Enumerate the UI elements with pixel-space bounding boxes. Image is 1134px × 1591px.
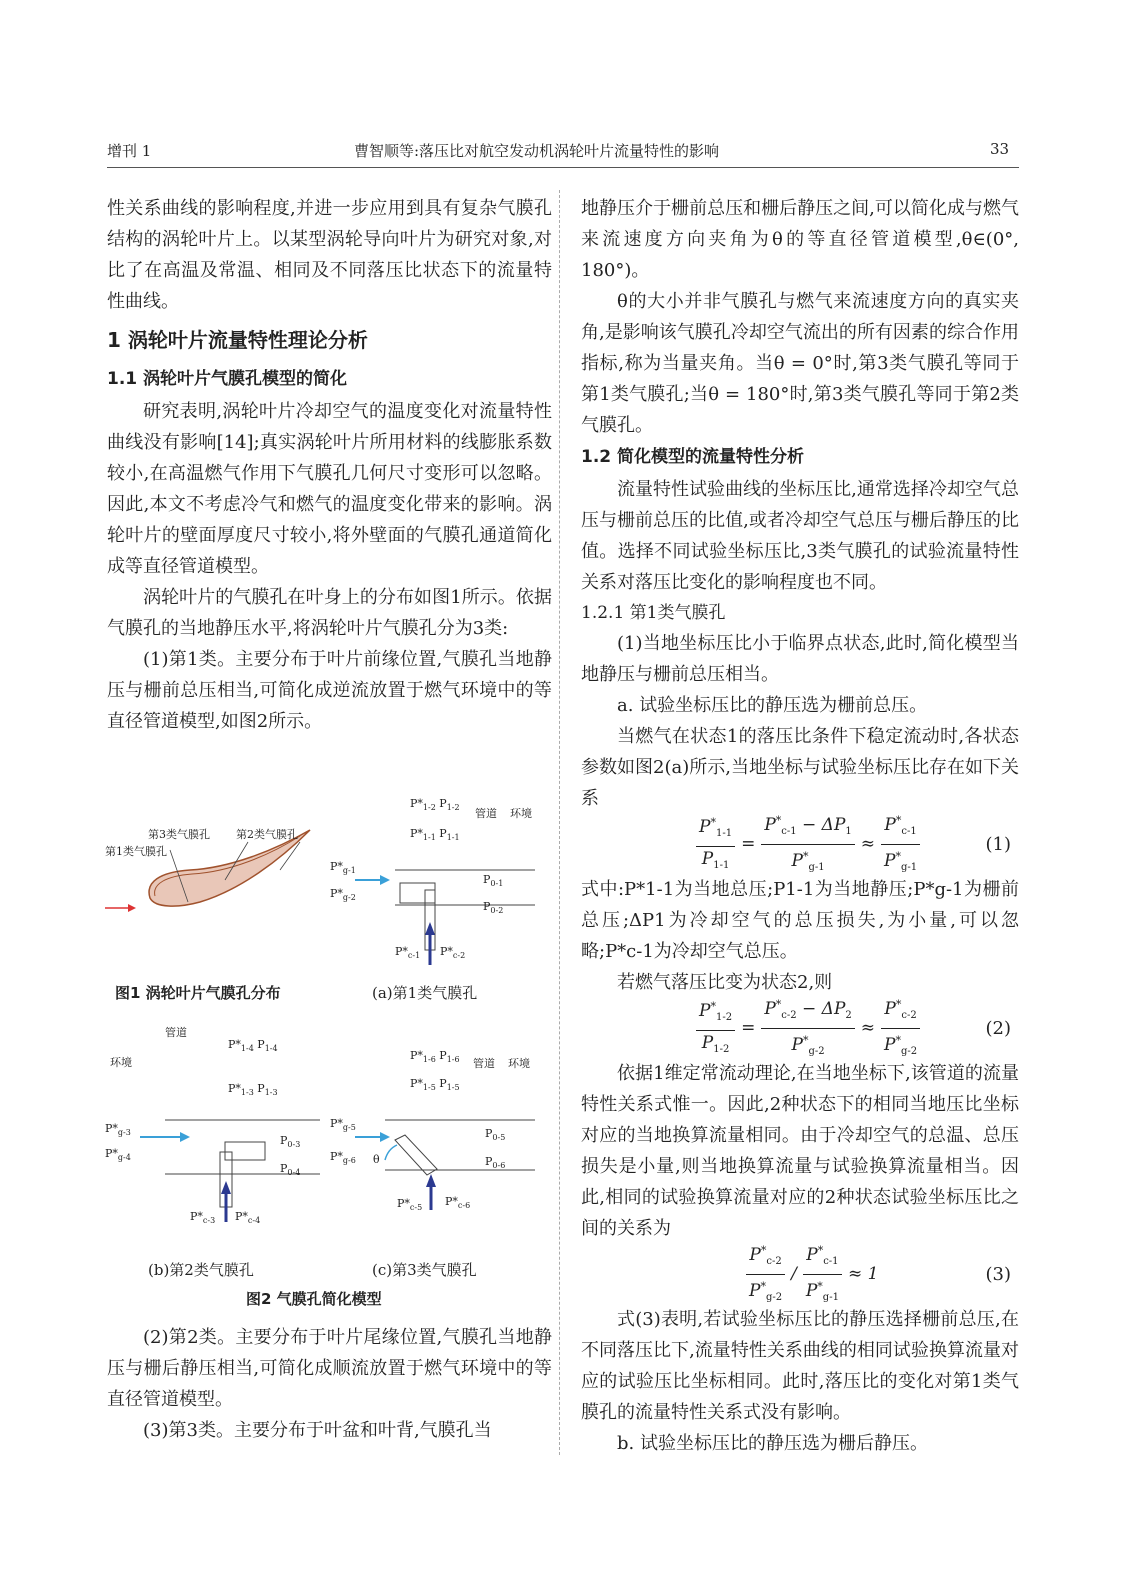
svg-text:P*g-3: $P*_{g-3}$ (105, 1122, 131, 1137)
svg-text:P0-4: $P_{0-4}$ (280, 1162, 301, 1177)
fig1-label-type1: 第1类气膜孔 (105, 845, 167, 858)
figure-1-blade-diagram (100, 820, 340, 940)
fig2c-pipe-label: 管道 (473, 1057, 495, 1070)
figure-2b-caption: (b)第2类气膜孔 (148, 1261, 254, 1279)
running-header-left: 增刊 1 (107, 142, 152, 160)
svg-text:P*c-2: $P*_{c-2}$ (440, 945, 466, 960)
subsection-heading: 1.2 简化模型的流量特性分析 (581, 447, 805, 467)
paragraph: (1)当地坐标压比小于临界点状态,此时,简化模型当地静压与栅前总压相当。 (581, 633, 1019, 685)
figure-2c-caption: (c)第3类气膜孔 (372, 1261, 477, 1279)
fig2a-env-label: 环境 (510, 807, 532, 820)
figure-2-caption: 图2 气膜孔简化模型 (246, 1290, 382, 1308)
right-column (581, 193, 1019, 1459)
equation-2: $\frac{P^*_{1-2}}{P_{1-2}}$ = $\frac{P^*_{c-2} - \Delta P_2}{P^*_{g-2}}$ ≈ $\frac{P^*_{c-2}}{P^*_{g-2}}$ (2) (581, 998, 1019, 1058)
fig2b-pipe-label: 管道 (165, 1026, 187, 1039)
paragraph: b. 试验坐标压比的静压选为栅后静压。 (617, 1433, 928, 1454)
paragraph: 若燃气落压比变为状态2,则 (617, 972, 833, 993)
paragraph: 式(3)表明,若试验坐标压比的静压选择栅前总压,在不同落压比下,流量特性关系曲线的相同试验换算流量对应的试验压比坐标相同。此时,落压比的变化对第1类气膜孔的流量特性关系式没有影响。 (581, 1309, 1019, 1423)
paragraph: 依据1维定常流动理论,在当地坐标下,该管道的流量特性关系式惟一。因此,2种状态下的相同当地压比坐标对应的当地换算流量相同。由于冷却空气的总温、总压损失是小量,则当地换算流量与试验换算流量相当。因此,相同的试验换算流量对应的2种状态试验坐标压比之间的关系为 (581, 1063, 1019, 1239)
fig2c-theta-label: θ (373, 1153, 380, 1166)
running-header-title: 曹智顺等:落压比对航空发动机涡轮叶片流量特性的影响 (354, 142, 720, 160)
svg-text:P*g-5: $P*_{g-5}$ (330, 1117, 356, 1132)
left-column-bottom (107, 1322, 552, 1446)
figure-2b-diagram (100, 1022, 335, 1232)
svg-text:P0-5: $P_{0-5}$ (485, 1127, 506, 1142)
svg-text:P*c-3: $P*_{c-3}$ (190, 1210, 216, 1225)
paragraph: 地静压介于栅前总压和栅后静压之间,可以简化成与燃气来流速度方向夹角为θ的等直径管道模型,θ∈(0°, 180°)。 (581, 198, 1019, 281)
paragraph: 研究表明,涡轮叶片冷却空气的温度变化对流量特性曲线没有影响[14];真实涡轮叶片所用材料的线膨胀系数较小,在高温燃气作用下气膜孔几何尺寸变形可以忽略。因此,本文不考虑冷气和燃气的温度变化带来的影响。涡轮叶片的壁面厚度尺寸较小,将外壁面的气膜孔通道简化成等直径管道模型。 (107, 401, 552, 577)
figure-2c-diagram (325, 1045, 545, 1225)
left-column (107, 193, 552, 737)
svg-text:P0-6: $P_{0-6}$ (485, 1155, 506, 1170)
figure-2a-caption: (a)第1类气膜孔 (372, 984, 478, 1002)
page-number: 33 (990, 140, 1010, 158)
paragraph: 性关系曲线的影响程度,并进一步应用到具有复杂气膜孔结构的涡轮叶片上。以某型涡轮导向叶片为研究对象,对比了在高温及常温、相同及不同落压比状态下的流量特性曲线。 (107, 198, 552, 312)
svg-text:P*c-6: $P*_{c-6}$ (445, 1195, 471, 1210)
section-heading: 1 涡轮叶片流量特性理论分析 (107, 328, 368, 352)
subsection-heading: 1.1 涡轮叶片气膜孔模型的简化 (107, 369, 348, 389)
subsubsection-heading: 1.2.1 第1类气膜孔 (581, 603, 726, 623)
paragraph: (3)第3类。主要分布于叶盆和叶背,气膜孔当 (143, 1420, 492, 1441)
equation-number: (2) (985, 1017, 1011, 1039)
svg-text:P*1-1 P1-1: $P*_{1-1}$ $P_{1-1}$ (410, 827, 460, 842)
svg-text:P0-1: $P_{0-1}$ (483, 873, 504, 888)
svg-text:P0-2: $P_{0-2}$ (483, 900, 504, 915)
svg-text:P*g-4: $P*_{g-4}$ (105, 1147, 131, 1162)
svg-text:P*c-5: $P*_{c-5}$ (397, 1197, 423, 1212)
paragraph: 当燃气在状态1的落压比条件下稳定流动时,各状态参数如图2(a)所示,当地坐标与试验坐标压比存在如下关系 (581, 726, 1019, 809)
equation-3: $\frac{P^*_{c-2}}{P^*_{g-2}}$ / $\frac{P^*_{c-1}}{P^*_{g-1}}$ ≈ 1 (3) (581, 1244, 1019, 1304)
svg-text:P0-3: $P_{0-3}$ (280, 1134, 301, 1149)
svg-text:P*1-4 P1-4: $P*_{1-4}$ $P_{1-4}$ (228, 1038, 278, 1053)
column-separator (559, 190, 560, 1455)
fig2c-env-label: 环境 (508, 1057, 530, 1070)
equation-number: (1) (985, 833, 1011, 855)
fig1-label-type2: 第2类气膜孔 (236, 828, 298, 841)
figure-2a-diagram (325, 795, 545, 970)
paragraph: a. 试验坐标压比的静压选为栅前总压。 (617, 695, 928, 716)
svg-text:P*g-1: $P*_{g-1}$ (330, 860, 356, 875)
svg-text:P*g-6: $P*_{g-6}$ (330, 1150, 356, 1165)
paragraph: (2)第2类。主要分布于叶片尾缘位置,气膜孔当地静压与栅后静压相当,可简化成顺流放置于燃气环境中的等直径管道模型。 (107, 1327, 552, 1410)
fig2b-env-label: 环境 (110, 1056, 132, 1069)
equation-number: (3) (985, 1263, 1011, 1285)
fig1-label-type3: 第3类气膜孔 (148, 828, 210, 841)
paragraph: 涡轮叶片的气膜孔在叶身上的分布如图1所示。依据气膜孔的当地静压水平,将涡轮叶片气膜孔分为3类: (107, 587, 552, 639)
paragraph: 流量特性试验曲线的坐标压比,通常选择冷却空气总压与栅前总压的比值,或者冷却空气总压与栅后静压的比值。选择不同试验坐标压比,3类气膜孔的试验流量特性关系对落压比变化的影响程度也不同。 (581, 479, 1019, 593)
fig2a-pipe-label: 管道 (475, 807, 497, 820)
svg-text:P*1-2 P1-2: $P*_{1-2}$ $P_{1-2}$ (410, 797, 460, 812)
paragraph: 式中:P*1-1为当地总压;P1-1为当地静压;P*g-1为栅前总压;ΔP1为冷却空气的总压损失,为小量,可以忽略;P*c-1为冷却空气总压。 (581, 879, 1019, 962)
svg-text:P*c-4: $P*_{c-4}$ (235, 1210, 261, 1225)
svg-text:P*g-2: $P*_{g-2}$ (330, 887, 356, 902)
paragraph: (1)第1类。主要分布于叶片前缘位置,气膜孔当地静压与栅前总压相当,可简化成逆流放置于燃气环境中的等直径管道模型,如图2所示。 (107, 649, 552, 732)
paragraph: θ的大小并非气膜孔与燃气来流速度方向的真实夹角,是影响该气膜孔冷却空气流出的所有因素的综合作用指标,称为当量夹角。当θ = 0°时,第3类气膜孔等同于第1类气膜孔;当θ = 180°时,第3类气膜孔等同于第2类气膜孔。 (581, 291, 1019, 436)
svg-text:P*1-3 P1-3: $P*_{1-3}$ $P_{1-3}$ (228, 1082, 278, 1097)
header-rule (107, 167, 1019, 168)
svg-text:P*1-6 P1-6: $P*_{1-6}$ $P_{1-6}$ (410, 1049, 460, 1064)
svg-text:P*1-5 P1-5: $P*_{1-5}$ $P_{1-5}$ (410, 1077, 460, 1092)
svg-text:P*c-1: $P*_{c-1}$ (395, 945, 421, 960)
equation-1: $\frac{P^*_{1-1}}{P_{1-1}}$ = $\frac{P^*_{c-1} - \Delta P_1}{P^*_{g-1}}$ ≈ $\frac{P^*_{c-1}}{P^*_{g-1}}$ (1) (581, 814, 1019, 874)
figure-1-caption: 图1 涡轮叶片气膜孔分布 (115, 984, 281, 1002)
